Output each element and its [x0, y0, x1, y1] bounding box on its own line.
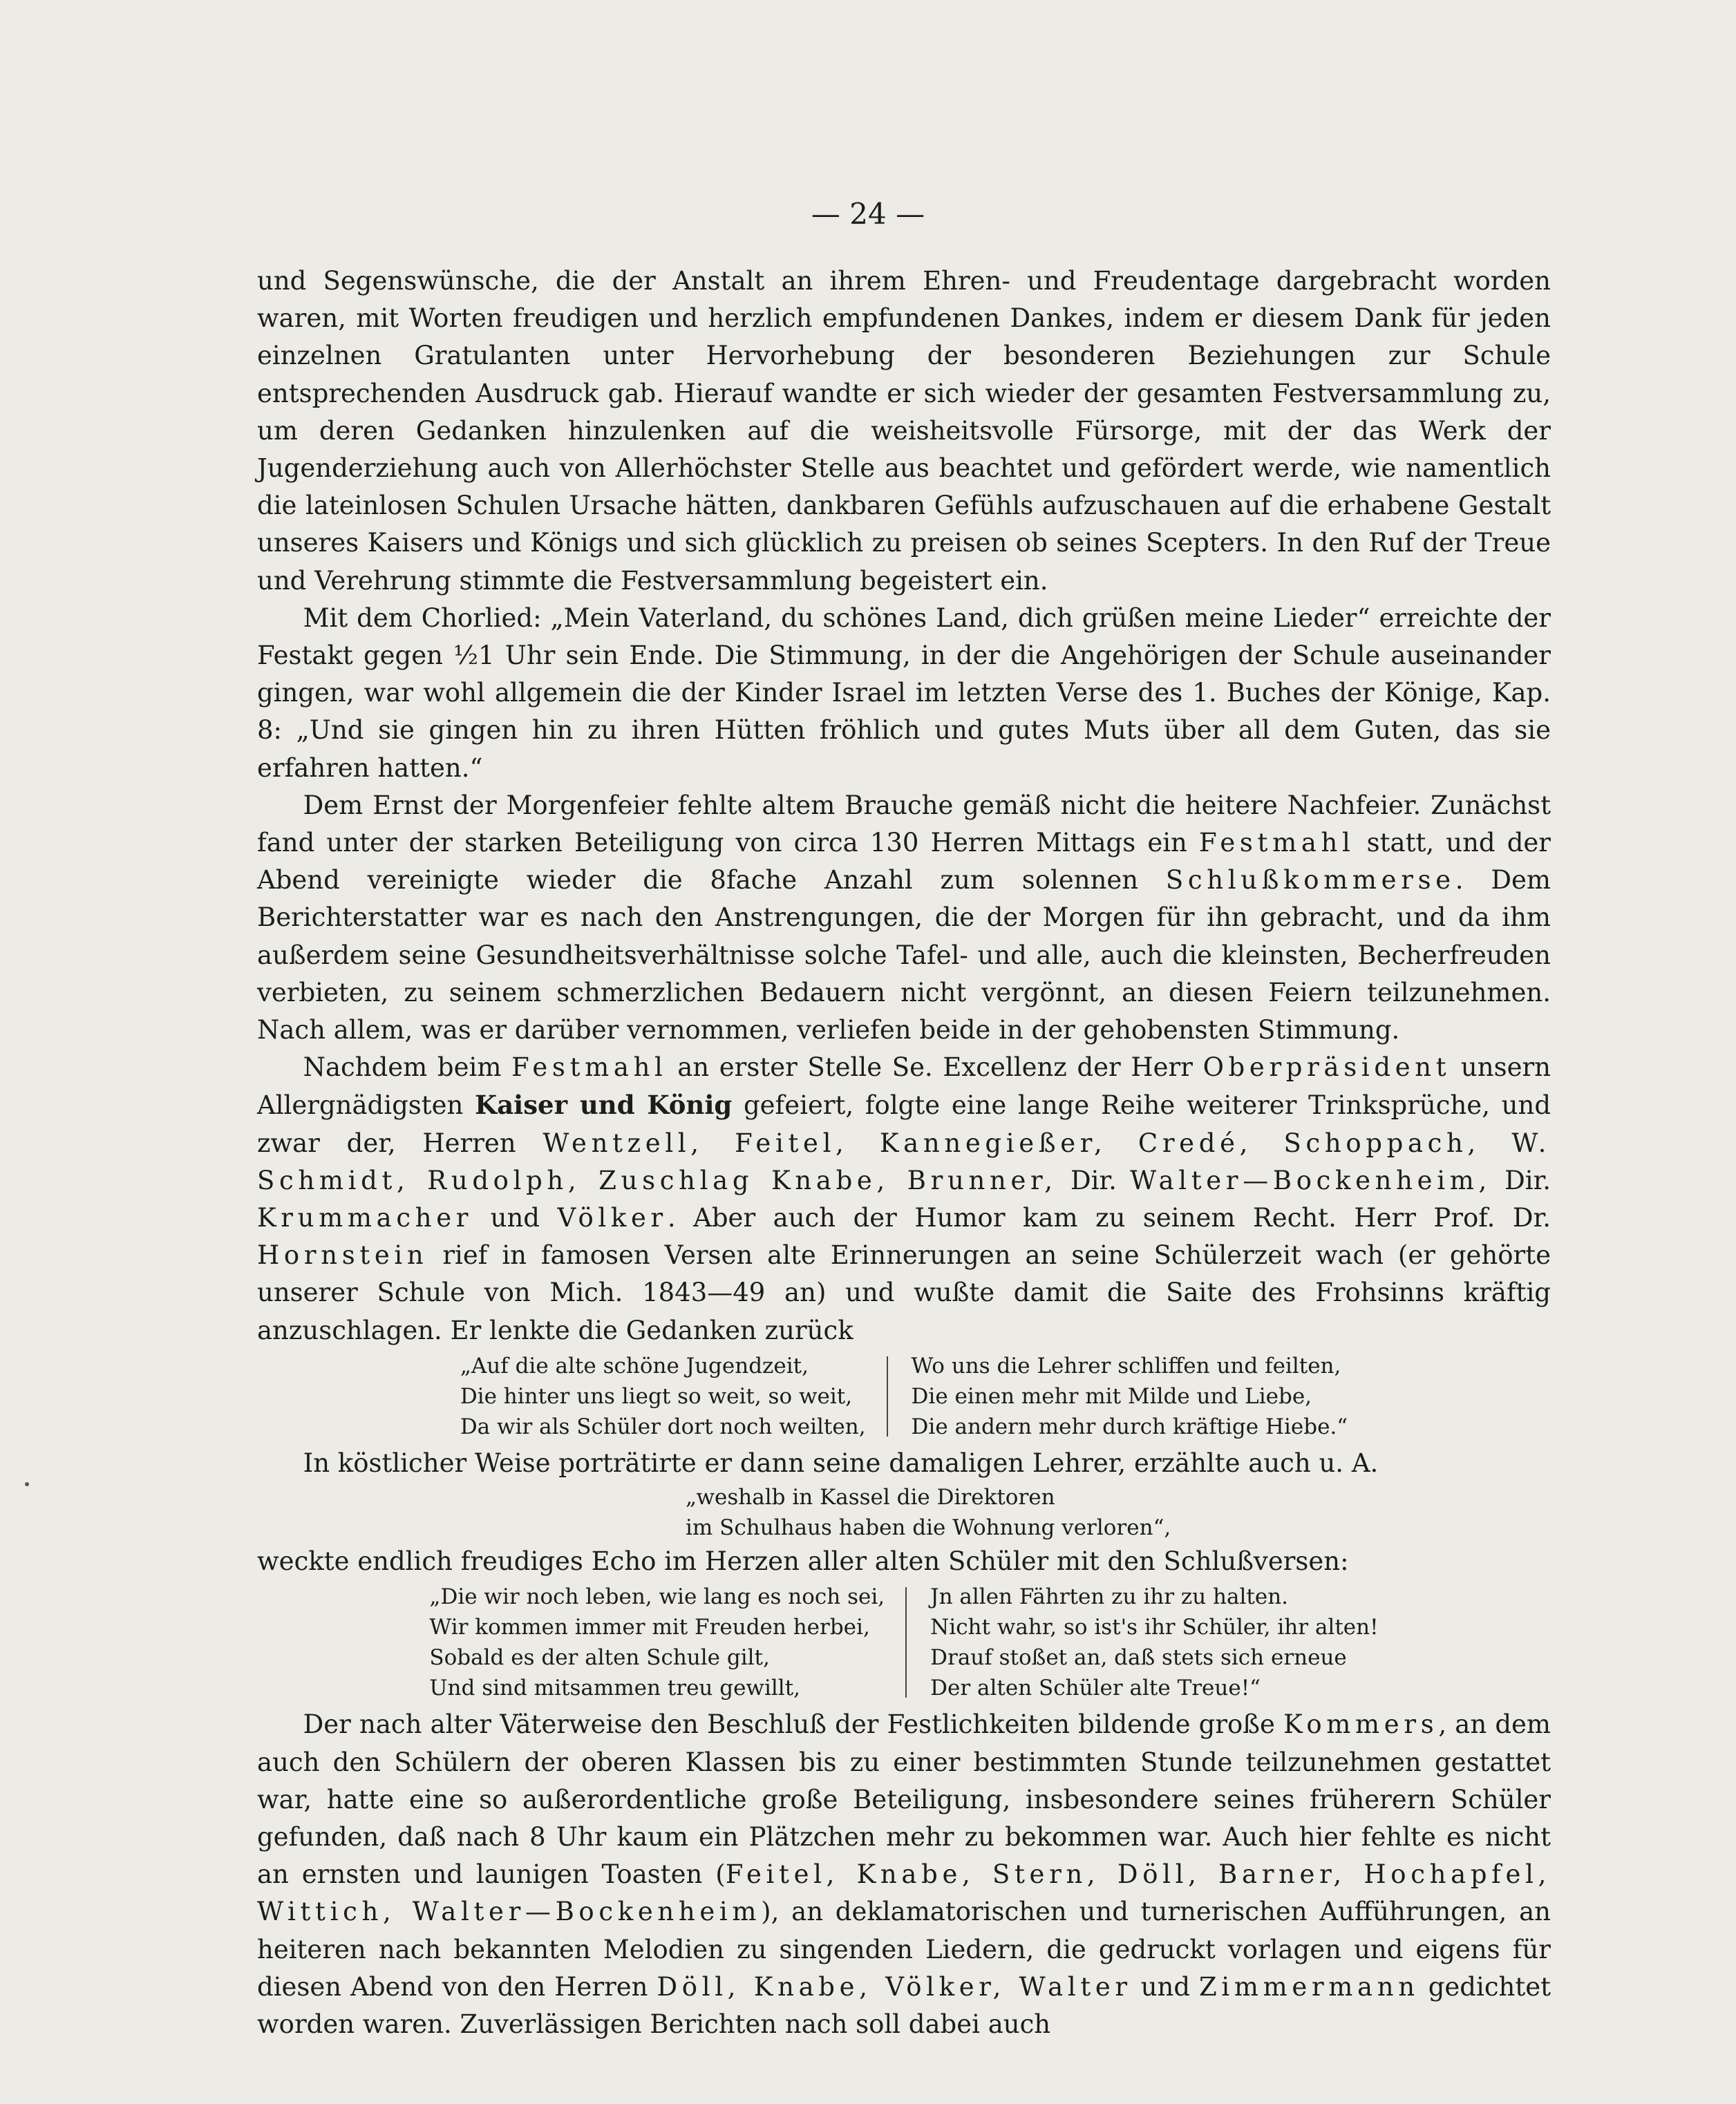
page-number: — 24 —: [811, 197, 925, 231]
verse-line: „Auf die alte schöne Jugendzeit,: [460, 1353, 809, 1378]
text-segment: unsern Allergnädigsten: [257, 1052, 1551, 1121]
verse-line: Nicht wahr, so ist's ihr Schüler, ihr alten!: [930, 1615, 1379, 1640]
paragraph-2: Mit dem Chorlied: „Mein Vaterland, du schönes Land, dich grüßen meine Lieder“ erreichte der Festakt gegen ½1 Uhr sein Ende. Die Stimmung, in der die Angehörigen der Schule auseinander gingen, war wohl allgemein die der Kinder Israel im letzten Verse des 1. Buches der Könige, Kap. 8: „Und sie gingen hin zu ihren Hütten fröhlich und gutes Muts über all dem Guten, das sie erfahren hatten.“: [257, 603, 1551, 783]
verse-column-left: [460, 1351, 887, 1442]
text-segment: an erster Stelle Se. Excellenz der Herr: [667, 1052, 1203, 1083]
text-segment: rief in famosen Versen alte Erinnerungen an seine Schülerzeit wach (er gehörte unserer Schule von Mich. 1843—49 an) und wußte damit die Saite des Frohsinns kräftig anzuschlagen. Er lenkte die Gedanken zurück: [257, 1240, 1551, 1345]
scan-speck: [25, 1482, 29, 1486]
emphasis-voelker: Völker: [557, 1203, 668, 1233]
paragraph-4: [257, 1049, 1551, 1349]
emphasis-kommers: Kommers: [1283, 1709, 1439, 1740]
emphasis-walter: Walter—Bockenheim,: [1130, 1165, 1491, 1195]
verse-block-1: [257, 1351, 1551, 1442]
emphasis-hornstein: Hornstein: [257, 1240, 428, 1271]
paragraph-1: und Segenswünsche, die der Anstalt an ihrem Ehren- und Freudentage dargebracht worden waren, mit Worten freudigen und herzlich empfundenen Dankes, indem er diesem Dank für jeden einzelnen Gratulanten unter Hervorhebung der besonderen Beziehungen zur Schule entsprechenden Ausdruck gab. Hierauf wandte er sich wieder der gesamten Festversammlung zu, um deren Gedanken hinzulenken auf die weisheitsvolle Fürsorge, mit der das Werk der Jugenderziehung auch von Allerhöchster Stelle aus beachtet und gefördert werde, wie namentlich die lateinlosen Schulen Ursache hätten, dankbaren Gefühls aufzuschauen auf die erhabene Gestalt unseres Kaisers und Königs und sich glücklich zu preisen ob seines Scepters. In den Ruf der Treue und Verehrung stimmte die Festversammlung begeistert ein.: [257, 266, 1551, 596]
paragraph-3: [257, 787, 1551, 1049]
body-text: [257, 263, 1551, 2043]
text-segment: statt, und der Abend vereinigte wieder die 8fache Anzahl zum solennen: [257, 828, 1551, 895]
verse-line: Drauf stoßet an, daß stets sich erneue: [930, 1645, 1347, 1671]
emphasis-festmahl: Festmahl: [511, 1052, 668, 1083]
verse-line: Die einen mehr mit Milde und Liebe,: [911, 1383, 1312, 1409]
emphasis-zimmermann: Zimmermann: [1199, 1971, 1419, 2002]
text-segment: Der nach alter Väterweise den Beschluß der Festlichkeiten bildende große: [303, 1709, 1284, 1740]
verse-line: Und sind mitsammen treu gewillt,: [429, 1676, 801, 1701]
verse-line: Sobald es der alten Schule gilt,: [429, 1645, 770, 1671]
emphasis-names: Wentzell, Feitel, Kannegießer, Credé, Schoppach, W. Schmidt, Rudolph, Zuschlag Knabe, Brunner,: [257, 1128, 1551, 1195]
text-segment: Nachdem beim: [303, 1052, 512, 1083]
text-segment: . Aber auch der Humor kam zu seinem Recht. Herr Prof. Dr.: [667, 1203, 1551, 1233]
emphasis-festmahl: Festmahl: [1199, 828, 1355, 858]
text-segment: und: [1131, 1971, 1200, 2002]
paragraph-7: [257, 1706, 1551, 2043]
verse-line: Wir kommen immer mit Freuden herbei,: [429, 1615, 870, 1640]
verse-block-2: [257, 1582, 1551, 1703]
text-segment: Dem Ernst der Morgenfeier fehlte altem Brauche gemäß nicht die heitere Nachfeier. Zunächst fand unter der starken Beteiligung von circa 130 Herren Mittags ein: [257, 790, 1551, 858]
verse-line: Der alten Schüler alte Treue!“: [930, 1676, 1261, 1701]
verse-line: Wo uns die Lehrer schliffen und feilten,: [911, 1353, 1341, 1378]
text-segment: gedichtet worden waren. Zuverlässigen Berichten nach soll dabei auch: [257, 1971, 1551, 2039]
quote-line: im Schulhaus haben die Wohnung verloren“,: [686, 1515, 1171, 1541]
text-segment: Dir.: [1057, 1165, 1131, 1195]
quote-block: [257, 1482, 1551, 1543]
emphasis-names: Döll, Knabe, Völker, Walter: [657, 1971, 1132, 2002]
text-segment: gefeiert, folgte eine lange Reihe weiterer Trinksprüche, und zwar der, Herren: [257, 1090, 1551, 1158]
paragraph-5: In köstlicher Weise porträtirte er dann seine damaligen Lehrer, erzählte auch u. A.: [303, 1448, 1379, 1478]
verse-line: Jn allen Fährten zu ihr zu halten.: [930, 1584, 1289, 1610]
emphasis-toasts: Feitel, Knabe, Stern, Döll, Barner, Hochapfel, Wittich, Walter—Bockenheim: [257, 1859, 1551, 1927]
emphasis-oberpraesident: Oberpräsident: [1202, 1052, 1451, 1083]
verse-column-right: [907, 1582, 1378, 1703]
emphasis-kaiser-und-koenig: Kaiser und König: [475, 1090, 733, 1121]
emphasis-schlusskommerse: Schlußkommerse: [1165, 865, 1455, 895]
verse-column-left: [429, 1582, 905, 1703]
verse-line: Die hinter uns liegt so weit, so weit,: [460, 1383, 853, 1409]
text-segment: und: [473, 1203, 558, 1233]
verse-line: Die andern mehr durch kräftige Hiebe.“: [911, 1414, 1348, 1439]
verse-line: „Die wir noch leben, wie lang es noch sei,: [429, 1584, 885, 1610]
emphasis-krummacher: Krummacher: [257, 1203, 473, 1233]
paragraph-6: weckte endlich freudiges Echo im Herzen aller alten Schüler mit den Schlußversen:: [257, 1546, 1349, 1577]
text-segment: ), an deklamatorischen und turnerischen Aufführungen, an heiteren nach bekannten Melodien zu singenden Liedern, die gedruckt vorlagen und eigens für diesen Abend von den Herren: [257, 1897, 1551, 2002]
verse-line: Da wir als Schüler dort noch weilten,: [460, 1414, 866, 1439]
text-segment: Dir.: [1491, 1165, 1551, 1195]
verse-column-right: [888, 1351, 1348, 1442]
text-segment: , an dem auch den Schülern der oberen Klassen bis zu einer bestimmten Stunde teilzunehmen gestattet war, hatte eine so außerordentliche große Beteiligung, insbesondere seines früherern Schüler gefunden, daß nach 8 Uhr kaum ein Plätzchen mehr zu bekommen war. Auch hier fehlte es nicht an ernsten und launigen Toasten (: [257, 1709, 1551, 1890]
text-segment: . Dem Berichterstatter war es nach den Anstrengungen, die der Morgen für ihn gebracht, und da ihm außerdem seine Gesundheitsverhältnisse solche Tafel- und alle, auch die kleinsten, Becherfreuden verbieten, zu seinem schmerzlichen Bedauern nicht vergönnt, an diesen Feiern teilzunehmen. Nach allem, was er darüber vernommen, verliefen beide in der gehobensten Stimmung.: [257, 865, 1551, 1045]
quote-line: „weshalb in Kassel die Direktoren: [686, 1485, 1055, 1510]
